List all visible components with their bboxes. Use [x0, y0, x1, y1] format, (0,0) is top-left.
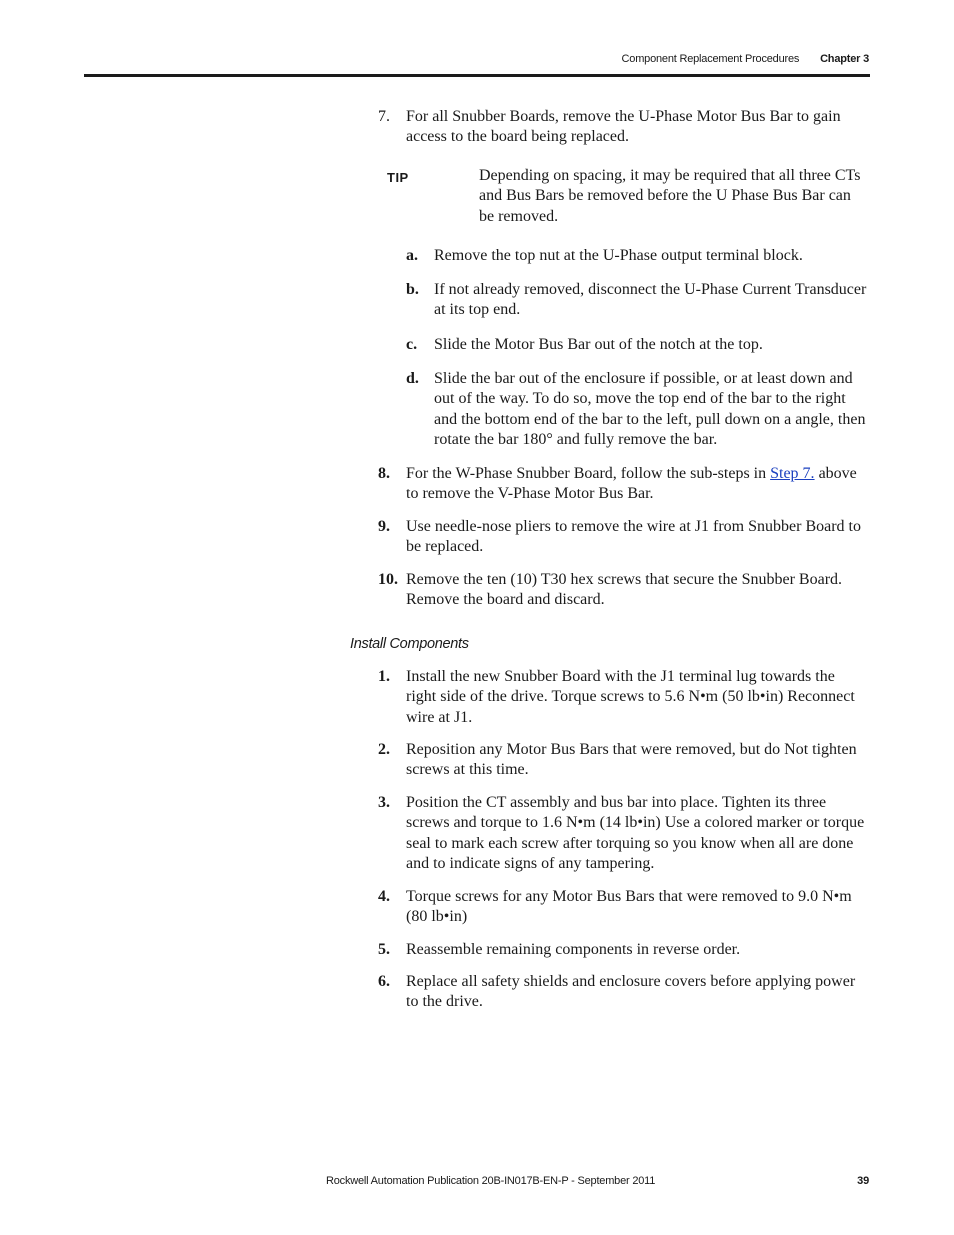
step-number: 9. — [378, 518, 390, 535]
install-step-1 — [350, 667, 870, 728]
step-number: 4. — [378, 888, 390, 905]
running-header — [622, 53, 869, 65]
step-number: 5. — [378, 941, 390, 958]
substep-letter: a. — [406, 247, 418, 264]
step-number: 6. — [378, 973, 390, 990]
step-text — [406, 464, 868, 505]
step-text-before: For the W-Phase Snubber Board, follow the sub-steps in — [406, 465, 771, 482]
step-7 — [350, 107, 870, 148]
step-number: 3. — [378, 794, 390, 811]
install-step-4 — [350, 887, 870, 928]
step-text: Install the new Snubber Board with the J1 terminal lug towards the right side of the drive. Torque screws to 5.6 N•m (50 lb•in) Reconnect wire at J1. — [406, 668, 855, 726]
step-text: Use needle-nose pliers to remove the wire at J1 from Snubber Board to be replaced. — [406, 518, 861, 556]
step-number: 2. — [378, 741, 390, 758]
step-text: Position the CT assembly and bus bar into place. Tighten its three screws and torque to 1.6 N•m (14 lb•in) Use a colored marker or torque seal to mark each screw after torquing so you know when all are done and to indicate signs of any tampering. — [406, 794, 865, 873]
chapter-label: Chapter 3 — [820, 53, 869, 65]
page-number: 39 — [857, 1175, 869, 1187]
step-7-link[interactable]: Step 7. — [770, 465, 815, 482]
install-step-6 — [350, 972, 870, 1013]
step-text: Reposition any Motor Bus Bars that were removed, but do Not tighten screws at this time. — [406, 741, 857, 779]
substep-d — [350, 369, 870, 451]
step-text: For all Snubber Boards, remove the U-Phase Motor Bus Bar to gain access to the board being replaced. — [406, 108, 841, 146]
substep-c — [350, 335, 870, 355]
substep-text: Slide the Motor Bus Bar out of the notch at the top. — [434, 336, 763, 353]
header-rule — [84, 74, 870, 77]
step-number: 1. — [378, 668, 390, 685]
step-number: 10. — [378, 571, 398, 588]
step-text: Remove the ten (10) T30 hex screws that secure the Snubber Board. Remove the board and discard. — [406, 571, 843, 609]
step-number: 8. — [378, 465, 390, 482]
section-title: Component Replacement Procedures — [621, 53, 800, 65]
substep-letter: b. — [406, 281, 419, 298]
install-components-heading: Install Components — [350, 636, 469, 652]
install-step-2 — [350, 740, 870, 781]
substep-a — [350, 246, 870, 266]
step-number: 7. — [378, 108, 390, 125]
substep-letter: c. — [406, 336, 418, 353]
step-10 — [350, 570, 870, 611]
tip-label: TIP — [387, 170, 409, 185]
substep-text: Remove the top nut at the U-Phase output terminal block. — [434, 247, 803, 264]
step-9 — [350, 517, 870, 558]
step-8 — [350, 464, 870, 505]
tip-text: Depending on spacing, it may be required that all three CTs and Bus Bars be removed before the U Phase Bus Bar can be removed. — [479, 167, 861, 225]
substep-b — [350, 280, 870, 321]
substep-letter: d. — [406, 370, 419, 387]
substep-text: Slide the bar out of the enclosure if possible, or at least down and out of the way. To do so, move the top end of the bar to the right and the bottom end of the bar to the left, pull down on a angle, then rotate the bar 180° and fully remove the bar. — [434, 370, 866, 449]
substep-text: If not already removed, disconnect the U-Phase Current Transducer at its top end. — [434, 281, 867, 319]
install-step-5 — [350, 940, 870, 960]
step-text: Reassemble remaining components in reverse order. — [406, 941, 741, 958]
install-step-3 — [350, 793, 870, 875]
step-text: Torque screws for any Motor Bus Bars that were removed to 9.0 N•m (80 lb•in) — [406, 888, 852, 926]
publication-info: Rockwell Automation Publication 20B-IN017B-EN-P - September 2011 — [326, 1175, 656, 1187]
step-text-after: above to remove the V-Phase Motor Bus Bar. — [406, 465, 857, 503]
step-text: Replace all safety shields and enclosure covers before applying power to the drive. — [406, 973, 856, 1011]
